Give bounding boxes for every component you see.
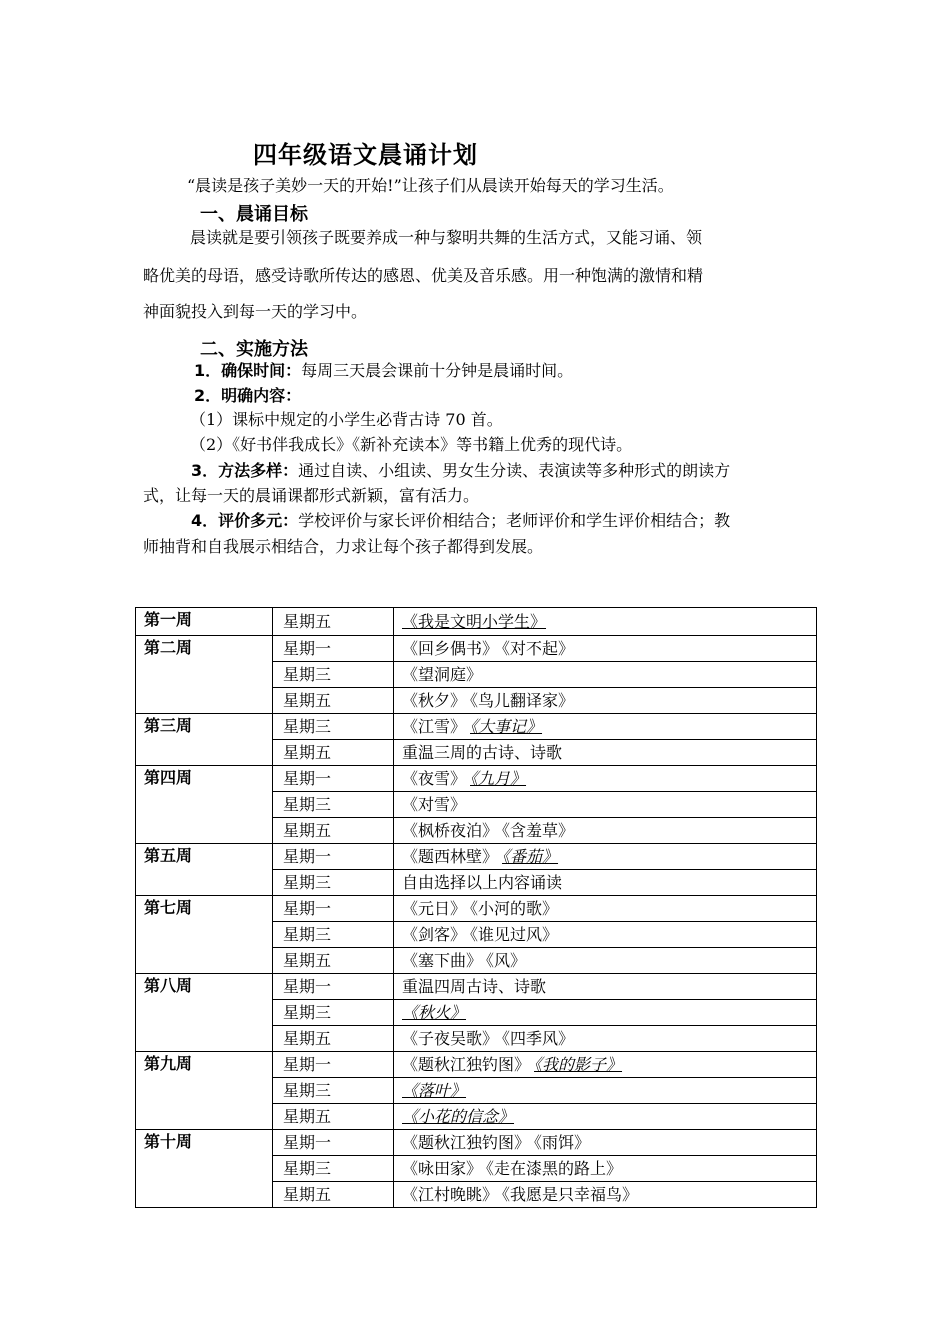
content-cell <box>394 714 817 740</box>
method-item-1 <box>194 361 573 381</box>
day-cell: 星期三 <box>273 662 394 688</box>
section-1-line-1: 晨读就是要引领孩子既要养成一种与黎明共舞的生活方式，又能习诵、领 <box>190 228 703 247</box>
table-row <box>136 636 817 662</box>
week-cell: 第八周 <box>136 974 273 1052</box>
section-1-line-2: 略优美的母语，感受诗歌所传达的感恩、优美及音乐感。用一种饱满的激情和精 <box>143 266 704 285</box>
method-item-3-line-2: 式，让每一天的晨诵课都形式新颖，富有活力。 <box>143 486 480 505</box>
reading-title: 《我是文明小学生》 <box>402 611 547 631</box>
method-item-2-sub-1: （1）课标中规定的小学生必背古诗 70 首。 <box>190 410 503 429</box>
content-cell <box>394 870 817 896</box>
reading-title: 《题西林壁》 <box>402 846 499 866</box>
content-cell <box>394 608 817 636</box>
content-cell <box>394 922 817 948</box>
reading-title: 《江雪》 <box>402 716 467 736</box>
reading-title: 《剑客》 <box>402 924 467 944</box>
section-1-heading: 一、晨诵目标 <box>200 204 308 225</box>
table-row <box>136 1130 817 1156</box>
reading-title: 《对不起》 <box>502 638 575 658</box>
method-item-3-label: 3．方法多样： <box>191 461 299 480</box>
reading-title: 《雨饵》 <box>534 1132 591 1152</box>
reading-title: 重温三周的古诗、诗歌 <box>402 742 563 762</box>
content-cell <box>394 1000 817 1026</box>
reading-title: 《落叶》 <box>402 1080 467 1100</box>
day-cell: 星期三 <box>273 1156 394 1182</box>
reading-title: 《谁见过风》 <box>470 924 559 944</box>
method-item-1-label: 1．确保时间： <box>194 361 302 380</box>
week-cell: 第四周 <box>136 766 273 844</box>
day-cell: 星期五 <box>273 608 394 636</box>
content-cell <box>394 1182 817 1208</box>
day-cell: 星期一 <box>273 844 394 870</box>
week-cell: 第十周 <box>136 1130 273 1208</box>
reading-title: 《题秋江独钓图》 <box>402 1132 531 1152</box>
day-cell: 星期一 <box>273 896 394 922</box>
method-item-4-line-2: 师抽背和自我展示相结合，力求让每个孩子都得到发展。 <box>143 537 544 556</box>
reading-title: 《鸟儿翻译家》 <box>470 690 575 710</box>
reading-title: 《对雪》 <box>402 794 467 814</box>
reading-title: 《小花的信念》 <box>402 1106 515 1126</box>
day-cell: 星期五 <box>273 688 394 714</box>
reading-title: 《走在漆黑的路上》 <box>486 1158 623 1178</box>
day-cell: 星期五 <box>273 1182 394 1208</box>
table-row <box>136 974 817 1000</box>
reading-title: 《夜雪》 <box>402 768 467 788</box>
reading-title: 《题秋江独钓图》 <box>402 1054 531 1074</box>
reading-title: 《小河的歌》 <box>470 898 559 918</box>
reading-title: 《四季风》 <box>502 1028 575 1048</box>
schedule-table <box>135 607 817 1208</box>
method-item-3 <box>191 461 730 481</box>
day-cell: 星期三 <box>273 870 394 896</box>
content-cell <box>394 636 817 662</box>
reading-title: 《含羞草》 <box>502 820 575 840</box>
table-row <box>136 1052 817 1078</box>
week-cell: 第一周 <box>136 608 273 636</box>
week-cell: 第五周 <box>136 844 273 896</box>
day-cell: 星期五 <box>273 1026 394 1052</box>
content-cell <box>394 1052 817 1078</box>
reading-title: 自由选择以上内容诵读 <box>402 872 563 892</box>
reading-title: 《九月》 <box>470 768 527 788</box>
reading-title: 《秋夕》 <box>402 690 467 710</box>
day-cell: 星期一 <box>273 974 394 1000</box>
reading-title: 《番茄》 <box>502 846 559 866</box>
content-cell <box>394 844 817 870</box>
content-cell <box>394 1156 817 1182</box>
day-cell: 星期三 <box>273 792 394 818</box>
table-row <box>136 896 817 922</box>
day-cell: 星期三 <box>273 1078 394 1104</box>
reading-title: 《风》 <box>486 950 527 970</box>
reading-title: 《元日》 <box>402 898 467 918</box>
reading-title: 《我愿是只幸福鸟》 <box>502 1184 639 1204</box>
method-item-4-text-1: 学校评价与家长评价相结合；老师评价和学生评价相结合；教 <box>298 511 731 530</box>
reading-title: 《枫桥夜泊》 <box>402 820 499 840</box>
method-item-2 <box>194 386 301 406</box>
method-item-2-label: 2．明确内容： <box>194 386 302 405</box>
content-cell <box>394 1104 817 1130</box>
week-cell: 第二周 <box>136 636 273 714</box>
method-item-2-sub-2: （2）《好书伴我成长》《新补充读本》等书籍上优秀的现代诗。 <box>190 435 633 454</box>
week-cell: 第七周 <box>136 896 273 974</box>
reading-title: 重温四周古诗、诗歌 <box>402 976 547 996</box>
day-cell: 星期五 <box>273 1104 394 1130</box>
reading-title: 《望洞庭》 <box>402 664 483 684</box>
page-title: 四年级语文晨诵计划 <box>253 141 478 169</box>
reading-title: 《子夜吴歌》 <box>402 1028 499 1048</box>
reading-title: 《我的影子》 <box>534 1054 623 1074</box>
week-cell: 第三周 <box>136 714 273 766</box>
reading-title: 《回乡偶书》 <box>402 638 499 658</box>
method-item-4-label: 4．评价多元： <box>191 511 299 530</box>
content-cell <box>394 974 817 1000</box>
content-cell <box>394 896 817 922</box>
content-cell <box>394 1078 817 1104</box>
reading-title: 《江村晚眺》 <box>402 1184 499 1204</box>
day-cell: 星期一 <box>273 636 394 662</box>
content-cell <box>394 766 817 792</box>
content-cell <box>394 948 817 974</box>
day-cell: 星期三 <box>273 1000 394 1026</box>
day-cell: 星期五 <box>273 948 394 974</box>
content-cell <box>394 740 817 766</box>
day-cell: 星期一 <box>273 1052 394 1078</box>
content-cell <box>394 792 817 818</box>
reading-title: 《秋火》 <box>402 1002 467 1022</box>
table-row <box>136 608 817 636</box>
day-cell: 星期一 <box>273 766 394 792</box>
method-item-1-text: 每周三天晨会课前十分钟是晨诵时间。 <box>301 361 574 380</box>
method-item-4 <box>191 511 730 531</box>
content-cell <box>394 688 817 714</box>
day-cell: 星期三 <box>273 922 394 948</box>
content-cell <box>394 818 817 844</box>
reading-title: 《咏田家》 <box>402 1158 483 1178</box>
day-cell: 星期五 <box>273 818 394 844</box>
reading-title: 《塞下曲》 <box>402 950 483 970</box>
section-1-line-3: 神面貌投入到每一天的学习中。 <box>143 302 368 321</box>
table-row <box>136 714 817 740</box>
content-cell <box>394 1026 817 1052</box>
method-item-3-text-1: 通过自读、小组读、男女生分读、表演读等多种形式的朗读方 <box>298 461 731 480</box>
day-cell: 星期三 <box>273 714 394 740</box>
table-row <box>136 844 817 870</box>
week-cell: 第九周 <box>136 1052 273 1130</box>
section-2-heading: 二、实施方法 <box>200 339 308 360</box>
reading-title: 《大事记》 <box>470 716 543 736</box>
day-cell: 星期一 <box>273 1130 394 1156</box>
table-row <box>136 766 817 792</box>
day-cell: 星期五 <box>273 740 394 766</box>
content-cell <box>394 1130 817 1156</box>
intro-quote: “晨读是孩子美妙一天的开始!”让孩子们从晨读开始每天的学习生活。 <box>187 176 674 195</box>
content-cell <box>394 662 817 688</box>
